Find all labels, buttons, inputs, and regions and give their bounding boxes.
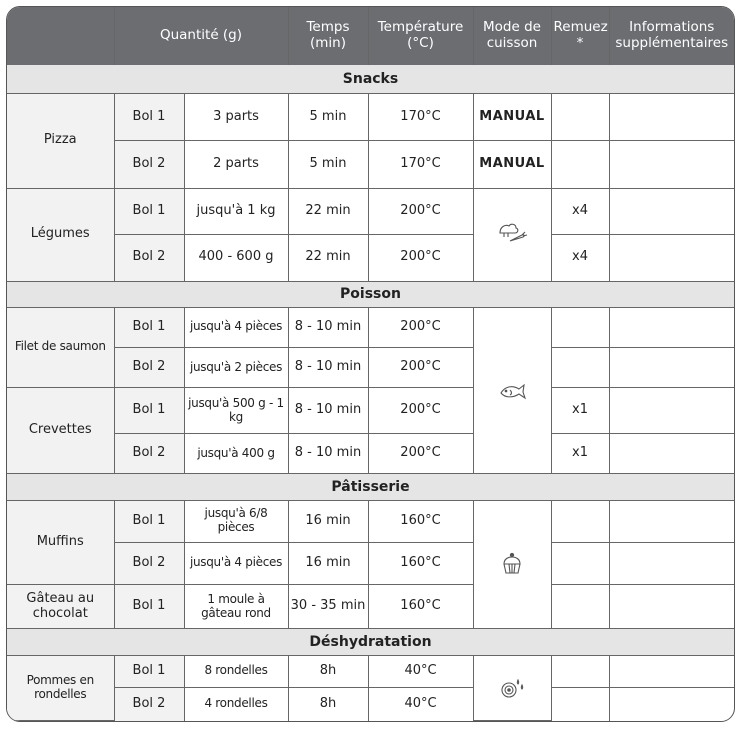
section-title-fish: Poisson: [7, 281, 734, 307]
stir-cell: [551, 93, 609, 140]
bowl-label: Bol 1: [114, 655, 184, 688]
bowl-label: Bol 2: [114, 434, 184, 474]
food-name-vegetables: Légumes: [7, 188, 114, 281]
temperature-cell: 200°C: [368, 387, 473, 433]
temperature-cell: 200°C: [368, 434, 473, 474]
quantity-cell: jusqu'à 4 pièces: [184, 542, 288, 584]
stir-cell: x1: [551, 434, 609, 474]
time-cell: 8h: [288, 655, 368, 688]
bowl-label: Bol 2: [114, 235, 184, 281]
info-cell: [609, 655, 734, 688]
time-cell: 16 min: [288, 542, 368, 584]
info-cell: [609, 307, 734, 347]
cooking-table-frame: [6, 6, 735, 722]
section-title-snacks: Snacks: [7, 65, 734, 93]
stir-cell: [551, 307, 609, 347]
bowl-label: Bol 2: [114, 688, 184, 721]
header-mode: Mode de cuisson: [473, 7, 551, 65]
stir-cell: [551, 542, 609, 584]
section-title-dehydration: Déshydratation: [7, 629, 734, 655]
time-cell: 16 min: [288, 500, 368, 542]
info-cell: [609, 235, 734, 281]
info-cell: [609, 500, 734, 542]
quantity-cell: jusqu'à 4 pièces: [184, 307, 288, 347]
time-cell: 30 - 35 min: [288, 584, 368, 628]
info-cell: [609, 584, 734, 628]
quantity-cell: jusqu'à 500 g - 1 kg: [184, 387, 288, 433]
bowl-label: Bol 2: [114, 347, 184, 387]
quantity-cell: 3 parts: [184, 93, 288, 140]
info-cell: [609, 141, 734, 188]
temperature-cell: 40°C: [368, 655, 473, 688]
temperature-cell: 200°C: [368, 235, 473, 281]
time-cell: 22 min: [288, 188, 368, 234]
header-info: Informations supplémentaires: [609, 7, 734, 65]
dehydration-icon: [499, 677, 525, 699]
quantity-cell: jusqu'à 6/8 pièces: [184, 500, 288, 542]
temperature-cell: 160°C: [368, 500, 473, 542]
mode-cell-dehydration: [473, 655, 551, 720]
info-cell: [609, 542, 734, 584]
time-cell: 22 min: [288, 235, 368, 281]
header-stir: Remuez *: [551, 7, 609, 65]
quantity-cell: 400 - 600 g: [184, 235, 288, 281]
stir-cell: [551, 141, 609, 188]
temperature-cell: 160°C: [368, 584, 473, 628]
header-time: Temps (min): [288, 7, 368, 65]
stir-cell: [551, 688, 609, 721]
food-name-salmon: Filet de saumon: [7, 307, 114, 387]
food-name-apple-slices: Pommes en rondelles: [7, 655, 114, 720]
quantity-cell: jusqu'à 400 g: [184, 434, 288, 474]
time-cell: 8 - 10 min: [288, 387, 368, 433]
info-cell: [609, 688, 734, 721]
bowl-label: Bol 1: [114, 500, 184, 542]
time-cell: 8h: [288, 688, 368, 721]
mode-cell-fish: [473, 307, 551, 473]
temperature-cell: 200°C: [368, 307, 473, 347]
stir-cell: [551, 655, 609, 688]
time-cell: 5 min: [288, 141, 368, 188]
food-name-pizza: Pizza: [7, 93, 114, 188]
stir-cell: x4: [551, 188, 609, 234]
temperature-cell: 170°C: [368, 93, 473, 140]
food-name-chocolate-cake: Gâteau au chocolat: [7, 584, 114, 628]
bowl-label: Bol 2: [114, 542, 184, 584]
time-cell: 8 - 10 min: [288, 347, 368, 387]
mode-cell-vegetables: [473, 188, 551, 281]
stir-cell: x4: [551, 235, 609, 281]
time-cell: 8 - 10 min: [288, 307, 368, 347]
header-temperature: Température (°C): [368, 7, 473, 65]
temperature-cell: 200°C: [368, 347, 473, 387]
mode-manual: MANUAL: [473, 93, 551, 140]
time-cell: 5 min: [288, 93, 368, 140]
bowl-label: Bol 1: [114, 307, 184, 347]
info-cell: [609, 347, 734, 387]
quantity-cell: jusqu'à 1 kg: [184, 188, 288, 234]
time-cell: 8 - 10 min: [288, 434, 368, 474]
quantity-cell: 2 parts: [184, 141, 288, 188]
temperature-cell: 170°C: [368, 141, 473, 188]
quantity-cell: 8 rondelles: [184, 655, 288, 688]
bowl-label: Bol 1: [114, 188, 184, 234]
vegetables-icon: [496, 221, 528, 249]
mode-manual: MANUAL: [473, 141, 551, 188]
header-corner: [7, 7, 114, 65]
info-cell: [609, 188, 734, 234]
food-name-muffins: Muffins: [7, 500, 114, 584]
fish-icon: [497, 381, 527, 401]
bowl-label: Bol 1: [114, 584, 184, 628]
food-name-shrimp: Crevettes: [7, 387, 114, 473]
info-cell: [609, 387, 734, 433]
stir-cell: [551, 500, 609, 542]
stir-cell: [551, 584, 609, 628]
bowl-label: Bol 2: [114, 141, 184, 188]
temperature-cell: 160°C: [368, 542, 473, 584]
cupcake-icon: [500, 552, 524, 576]
stir-cell: [551, 347, 609, 387]
temperature-cell: 200°C: [368, 188, 473, 234]
mode-cell-pastry: [473, 500, 551, 629]
header-quantity: Quantité (g): [114, 7, 288, 65]
quantity-cell: jusqu'à 2 pièces: [184, 347, 288, 387]
section-title-pastry: Pâtisserie: [7, 474, 734, 500]
quantity-cell: 4 rondelles: [184, 688, 288, 721]
bowl-label: Bol 1: [114, 387, 184, 433]
temperature-cell: 40°C: [368, 688, 473, 721]
bowl-label: Bol 1: [114, 93, 184, 140]
stir-cell: x1: [551, 387, 609, 433]
info-cell: [609, 93, 734, 140]
info-cell: [609, 434, 734, 474]
cooking-table: [7, 7, 734, 721]
quantity-cell: 1 moule à gâteau rond: [184, 584, 288, 628]
